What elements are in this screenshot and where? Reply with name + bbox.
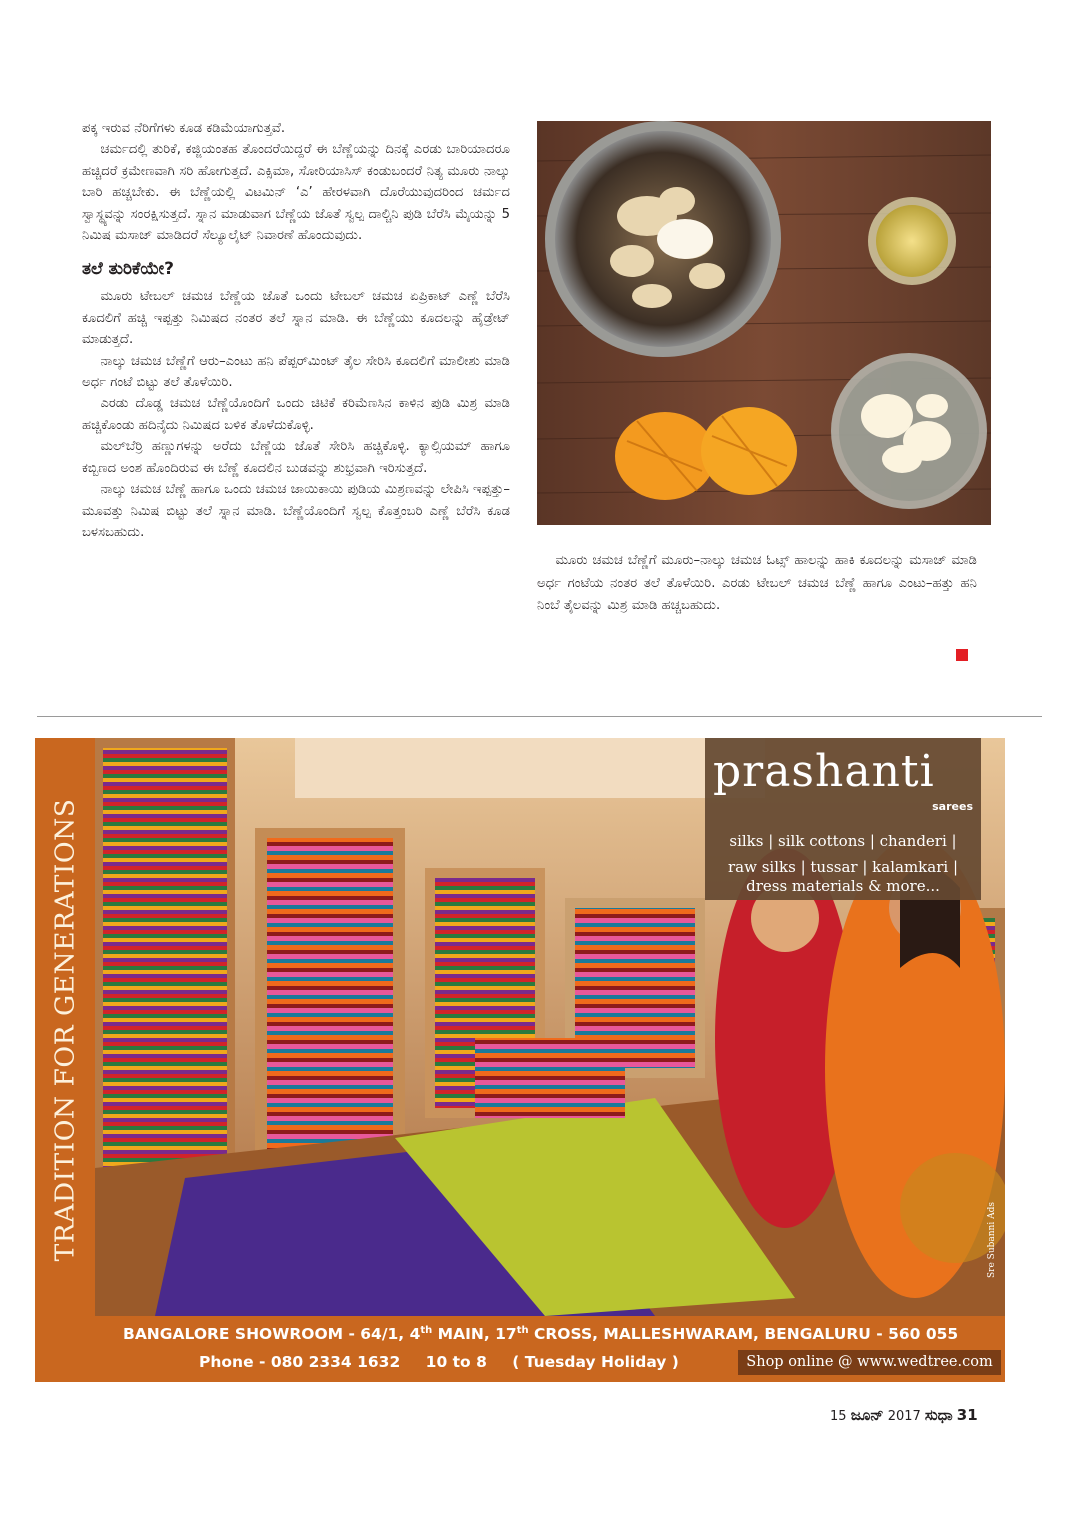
phone-number: Phone - 080 2334 1632 — [199, 1353, 401, 1371]
ad-agency-credit: Sre Subanni Ads — [987, 1202, 997, 1278]
address-text: CROSS, MALLESHWARAM, BENGALURU - 560 055 — [528, 1325, 959, 1344]
butter-mango-photo — [537, 121, 991, 525]
article-paragraph: ಚರ್ಮದಲ್ಲಿ ತುರಿಕೆ, ಕಜ್ಜಿಯಂತಹ ತೊಂದರೆಯಿದ್ದರೆ ಈ ಬೆಣ್ಣೆಯನ್ನು ದಿನಕ್ಕೆ ಎರಡು ಬಾರಿಯಾದರೂ ಹಚ್ಚಿದರೆ ಕ್ರಮೇಣವಾಗಿ ಸರಿ ಹೋಗುತ್ತದೆ. ಎಕ್ಸಿಮಾ, ಸೋರಿಯಾಸಿಸ್ ಕಂಡುಬಂದರೆ ನಿತ್ಯ ಮೂರು ನಾಲ್ಕು ಬಾರಿ ಹಚ್ಚಬೇಕು. ಈ ಬೆಣ್ಣೆಯಲ್ಲಿ ವಿಟಮಿನ್ ‘ಎ’ ಹೇರಳವಾಗಿ ದೊರೆಯುವುದರಿಂದ ಚರ್ಮದ ಸ್ವಾಸ್ಥ್ಯವನ್ನು ಸಂರಕ್ಷಿಸುತ್ತದೆ. ಸ್ನಾನ ಮಾಡುವಾಗ ಬೆಣ್ಣೆಯ ಜೊತೆ ಸ್ವಲ್ಪ ದಾಲ್ಚಿನಿ ಪುಡಿ ಬೆರೆಸಿ ಮೈಯನ್ನು 5 ನಿಮಿಷ ಮಸಾಜ್ ಮಾಡಿದರೆ ಸೆಲ್ಯೂಲೈಟ್ ನಿವಾರಣೆ ಹೊಂದುವುದು. — [82, 142, 510, 244]
address-text: BANGALORE SHOWROOM - 64/1, 4 — [123, 1325, 421, 1344]
product-categories-line: dress materials & more... — [746, 877, 940, 895]
ad-side-band — [35, 738, 95, 1382]
product-categories-line: raw silks | tussar | kalamkari | — [728, 858, 958, 876]
ad-contact-band — [35, 1316, 1005, 1382]
article-end-mark — [956, 649, 968, 661]
article-paragraph: ಎರಡು ದೊಡ್ಡ ಚಮಚ ಬೆಣ್ಣೆಯೊಂದಿಗೆ ಒಂದು ಚಿಟಿಕೆ ಕರಿಮೆಣಸಿನ ಕಾಳಿನ ಪುಡಿ ಮಿಶ್ರ ಮಾಡಿ ಹಚ್ಚಿಕೊಂಡು ಹದಿನೈದು ನಿಮಿಷದ ಬಳಿಕ ತೊಳೆದುಕೊಳ್ಳಿ. — [82, 396, 510, 433]
page-number: 31 — [956, 1406, 978, 1424]
brand-subtitle: sarees — [932, 800, 973, 813]
photo-side-paragraph: ಮೂರು ಚಮಚ ಬೆಣ್ಣೆಗೆ ಮೂರು–ನಾಲ್ಕು ಚಮಚ ಓಟ್ಸ್ ಹಾಲನ್ನು ಹಾಕಿ ಕೂದಲನ್ನು ಮಸಾಜ್ ಮಾಡಿ ಅರ್ಧ ಗಂಟೆಯ ನಂತರ ತಲೆ ತೊಳೆಯಿರಿ. ಎರಡು ಟೇಬಲ್ ಚಮಚ ಬೆಣ್ಣೆ ಹಾಗೂ ಎಂಟು–ಹತ್ತು ಹನಿ ನಿಂಬೆ ತೈಲವನ್ನು ಮಿಶ್ರ ಮಾಡಿ ಹಚ್ಚಬಹುದು. — [537, 553, 977, 613]
article-paragraph: ಪಕ್ಕ ಇರುವ ನೆರಿಗೆಗಳು ಕೂಡ ಕಡಿಮೆಯಾಗುತ್ತವೆ. — [82, 121, 286, 136]
ad-tagline: TRADITION FOR GENERATIONS — [49, 798, 81, 1262]
showroom-address — [123, 1325, 958, 1343]
article-paragraph: ಮೂರು ಟೇಬಲ್ ಚಮಚ ಬೆಣ್ಣೆಯ ಜೊತೆ ಒಂದು ಟೇಬಲ್ ಚಮಚ ಏಪ್ರಿಕಾಟ್ ಎಣ್ಣೆ ಬೆರೆಸಿ ಕೂದಲಿಗೆ ಹಚ್ಚಿ ಇಪ್ಪತ್ತು ನಿಮಿಷದ ನಂತರ ತಲೆ ಸ್ನಾನ ಮಾಡಿ. ಈ ಬೆಣ್ಣೆಯು ಕೂದಲನ್ನು ಹೈಡ್ರೇಟ್ ಮಾಡುತ್ತದೆ. — [82, 289, 510, 348]
address-text: MAIN, 17 — [432, 1325, 517, 1344]
holiday-note: ( Tuesday Holiday ) — [512, 1353, 679, 1371]
shop-online-link[interactable]: Shop online @ www.wedtree.com — [738, 1350, 1001, 1375]
issue-year: 2017 — [887, 1409, 921, 1424]
prashanti-sarees-advertisement — [35, 738, 1005, 1382]
magazine-name: ಸುಧಾ — [924, 1406, 953, 1424]
section-divider — [37, 716, 1042, 717]
store-hours: 10 to 8 — [425, 1353, 487, 1371]
brand-logo-panel — [705, 738, 981, 900]
photo-illustration — [537, 121, 991, 525]
article-left-column — [82, 118, 510, 543]
brand-logo: prashanti — [713, 746, 935, 797]
article-paragraph: ಮಲ್‌ಬೆರ್ರಿ ಹಣ್ಣುಗಳನ್ನು ಅರೆದು ಬೆಣ್ಣೆಯ ಜೊತೆ ಸೇರಿಸಿ ಹಚ್ಚಿಕೊಳ್ಳಿ. ಕ್ಯಾಲ್ಸಿಯಮ್ ಹಾಗೂ ಕಬ್ಬಿಣದ ಅಂಶ ಹೊಂದಿರುವ ಈ ಬೆಣ್ಣೆ ಕೂದಲಿನ ಬುಡವನ್ನು ಶುಭ್ರವಾಗಿ ಇರಿಸುತ್ತದೆ. — [82, 439, 510, 476]
section-heading: ತಲೆ ತುರಿಕೆಯೇ? — [82, 259, 174, 280]
article-paragraph: ನಾಲ್ಕು ಚಮಚ ಬೆಣ್ಣೆಗೆ ಆರು–ಎಂಟು ಹನಿ ಪೆಪ್ಪರ್‌ಮಿಂಟ್ ತೈಲ ಸೇರಿಸಿ ಕೂದಲಿಗೆ ಮಾಲೀಶು ಮಾಡಿ ಅರ್ಧ ಗಂಟೆ ಬಿಟ್ಟು ತಲೆ ತೊಳೆಯಿರಿ. — [82, 353, 510, 391]
ordinal-suffix: th — [420, 1325, 433, 1336]
page-folio — [830, 1406, 978, 1424]
contact-line — [199, 1353, 699, 1371]
issue-day: 15 — [830, 1409, 847, 1424]
product-categories-line: silks | silk cottons | chanderi | — [729, 832, 957, 850]
ordinal-suffix: th — [516, 1325, 529, 1336]
article-paragraph: ನಾಲ್ಕು ಚಮಚ ಬೆಣ್ಣೆ ಹಾಗೂ ಒಂದು ಚಮಚ ಜಾಯಿಕಾಯಿ ಪುಡಿಯ ಮಿಶ್ರಣವನ್ನು ಲೇಪಿಸಿ ಇಪ್ಪತ್ತು–ಮೂವತ್ತು ನಿಮಿಷ ಬಿಟ್ಟು ತಲೆ ಸ್ನಾನ ಮಾಡಿ. ಬೆಣ್ಣೆಯೊಂದಿಗೆ ಸ್ವಲ್ಪ ಕೊತ್ತಂಬರಿ ಎಣ್ಣೆ ಬೆರೆಸಿ ಕೂಡ ಬಳಸಬಹುದು. — [82, 482, 510, 540]
issue-month: ಜೂನ್ — [850, 1406, 884, 1424]
